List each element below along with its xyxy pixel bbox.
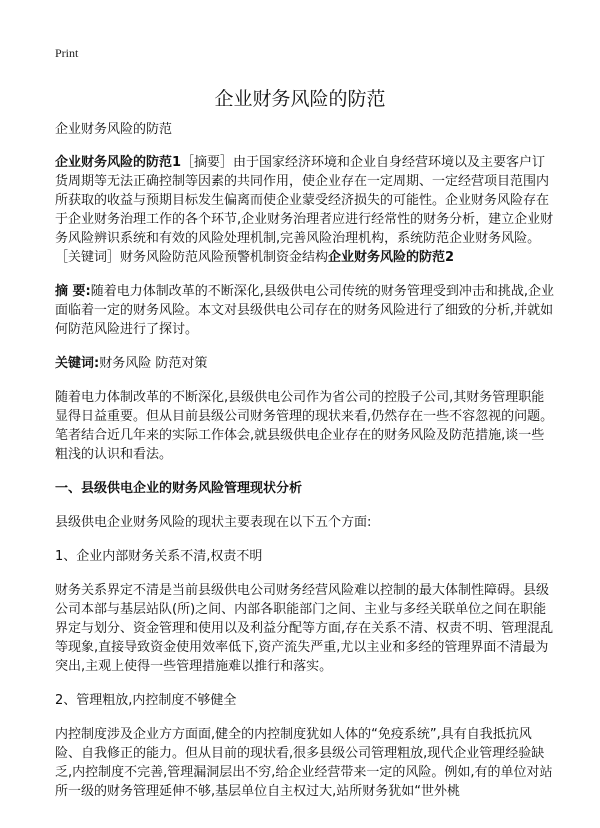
item-1-text: 财务关系界定不清是当前县级供电公司财务经营风险难以控制的最大体制性障碍。县级公司本部与基层站队(所)之间、内部各职能部门之间、主业与多经关联单位之间在职能界定与划分、资金管理和使用以及利益分配等方面,存在关系不清、权责不明、管理混乱等现象,直接导致资金使用效率低下,资产流失严重,尤以主业和多经的管理界面不清最为突出,主观上使得一些管理措施难以推行和落实。 <box>55 583 554 674</box>
intro-bold-title-2: 企业财务风险的防范2 <box>328 250 455 265</box>
print-link[interactable]: Print <box>55 46 79 60</box>
abstract-text: 随着电力体制改革的不断深化,县级供电公司传统的财务管理受到冲击和挑战,企业面临着一定的财务风险。本文对县级供电公司存在的财务风险进行了细致的分析,并就如何防范风险进行了探讨。 <box>55 284 554 337</box>
section-1-heading: 一、县级供电企业的财务风险管理现状分析 <box>55 481 303 496</box>
intro-text: ［摘要］由于国家经济环境和企业自身经营环境以及主要客户订货周期等无法正确控制等因素的共同作用，使企业存在一定周期、一定经营项目范围内所获取的收益与预期目标发生偏离而使企业蒙受经济损失的可能性。企业财务风险存在于企业财务治理工作的各个环节,企业财务治理者应进行经常性的财务分析，建立企业财务风险辨识系统和有效的风险处理机制,完善风险治理机构，系统防范企业财务风险。［关键词］财务风险防范风险预警机制资金结构 <box>55 155 554 265</box>
document-body <box>55 120 555 816</box>
intro-bold-title-1: 企业财务风险的防范1 <box>55 155 182 170</box>
keywords-text: 财务风险 防范对策 <box>99 356 208 371</box>
item-2-text: 内控制度涉及企业方方面面,健全的内控制度犹如人体的“免疫系统”,具有自我抵抗风险、自我修正的能力。但从目前的现状看,很多县级公司管理粗放,现代企业管理经验缺乏,内控制度不完善,管理漏洞层出不穷,给企业经营带来一定的风险。例如,有的单位对站所一级的财务管理延伸不够,基层单位自主权过大,站所财务犹如“世外桃 <box>55 727 553 799</box>
abstract-label: 摘 要: <box>55 284 91 299</box>
body-paragraph-1: 随着电力体制改革的不断深化,县级供电公司作为省公司的控股子公司,其财务管理职能显得日益重要。但从目前县级公司财务管理的现状来看,仍然存在一些不容忽视的问题。笔者结合近几年来的实际工作体会,就县级供电企业存在的财务风险及防范措施,谈一些粗浅的认识和看法。 <box>55 390 554 462</box>
item-1-heading: 1、企业内部财务关系不清,权责不明 <box>55 549 263 564</box>
section-1-intro: 县级供电企业财务风险的现状主要表现在以下五个方面: <box>55 515 372 530</box>
keywords-paragraph <box>55 354 555 373</box>
intro-paragraph <box>55 153 555 267</box>
document-subtitle: 企业财务风险的防范 <box>55 122 173 137</box>
item-2-heading: 2、管理粗放,内控制度不够健全 <box>55 693 237 708</box>
abstract-paragraph <box>55 282 555 339</box>
page-title: 企业财务风险的防范 <box>214 88 386 110</box>
keywords-label: 关键词: <box>55 356 100 371</box>
